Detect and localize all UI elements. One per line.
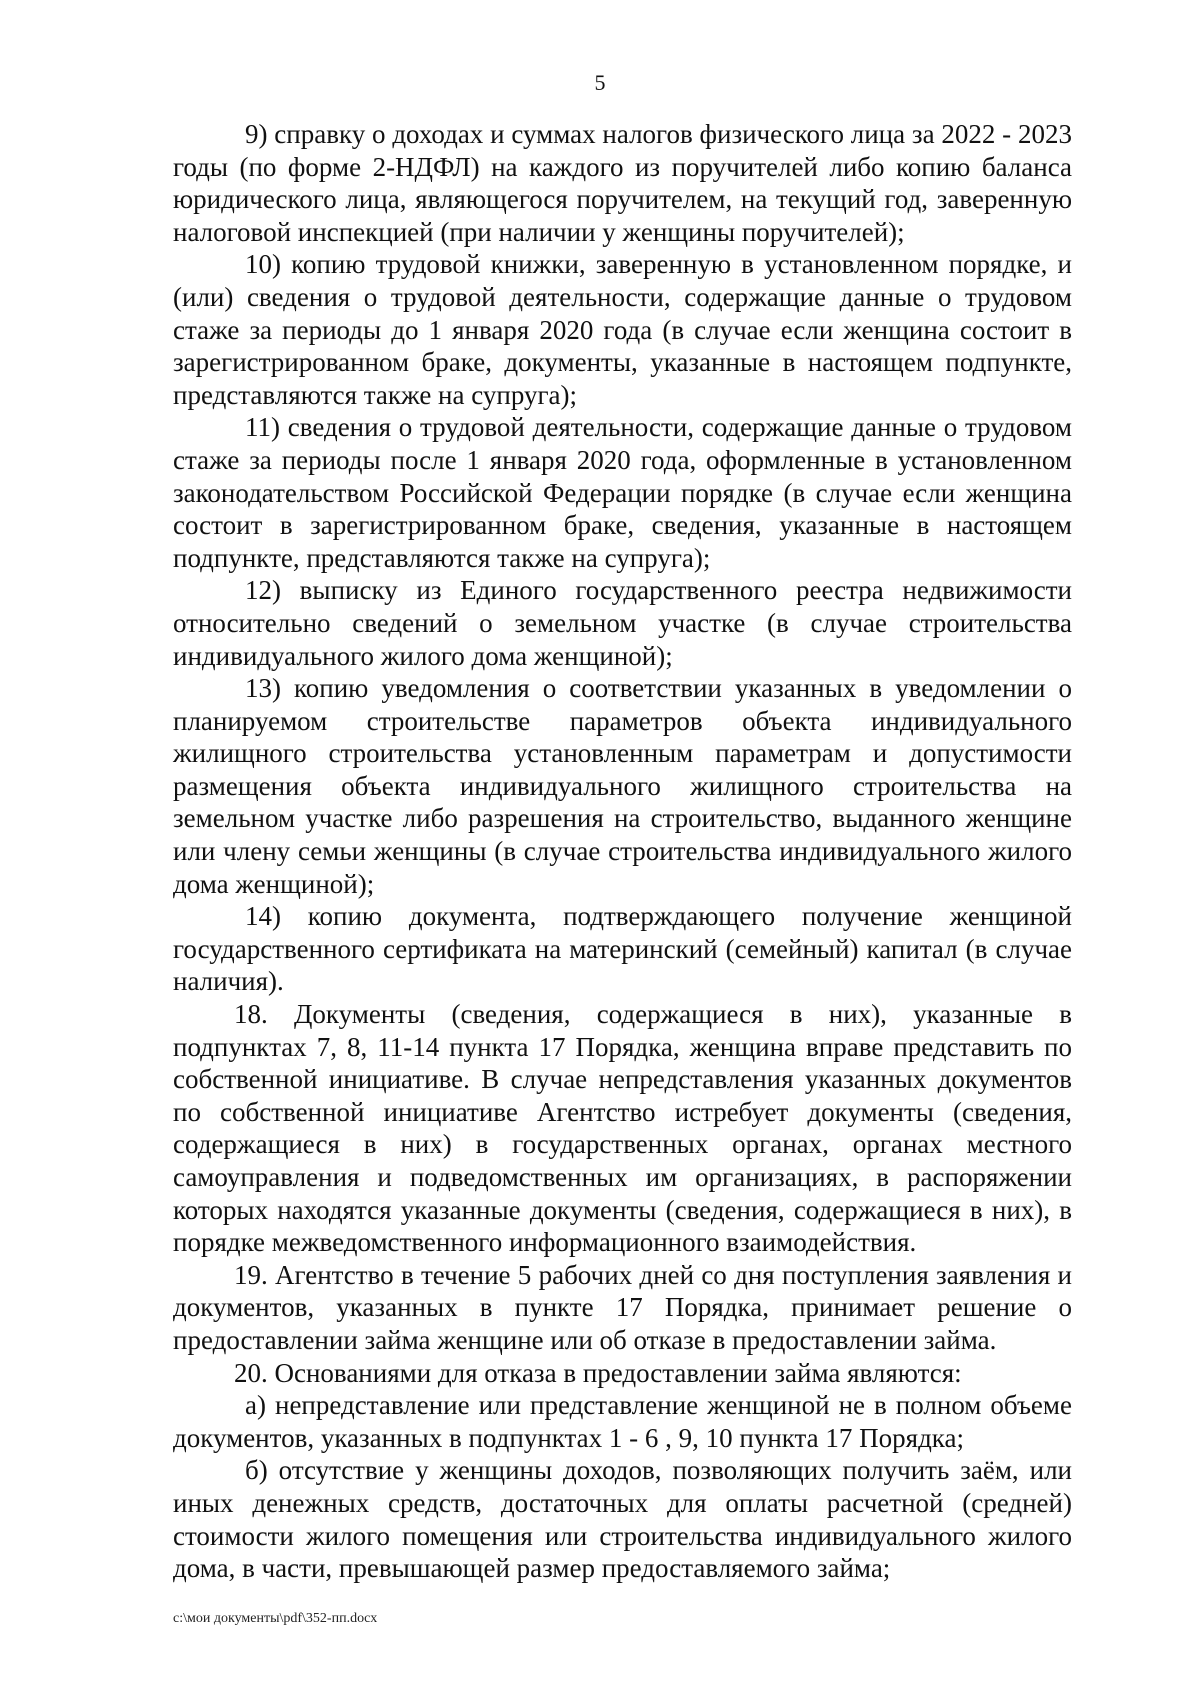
paragraph-clause-20: 20. Основаниями для отказа в предоставлении займа являются:: [234, 1357, 962, 1388]
paragraph-clause-18: 18. Документы (сведения, содержащиеся в них), указанные в подпунктах 7, 8, 11-14 пункта 17 Порядка, женщина вправе представить по собственной инициативе. В случае непредставления указанных документов по собственной инициативе Агентство истребует документы (сведения, содержащиеся в них) в государственных органах, органах местного самоуправления и подведомственных им организациях, в распоряжении которых находятся указанные документы (сведения, содержащиеся в них), в порядке межведомственного информационного взаимодействия.: [173, 999, 1072, 1258]
paragraph-subitem-b: б) отсутствие у женщины доходов, позволяющих получить заём, или иных денежных средств, достаточных для оплаты расчетной (средней) стоимости жилого помещения или строительства индивидуального жилого дома, в части, превышающей размер предоставляемого займа;: [173, 1455, 1072, 1584]
paragraph-clause-19: 19. Агентство в течение 5 рабочих дней со дня поступления заявления и документов, указанных в пункте 17 Порядка, принимает решение о предоставлении займа женщине или об отказе в предоставлении займа.: [173, 1259, 1072, 1355]
paragraph-subitem-10: 10) копию трудовой книжки, заверенную в установленном порядке, и (или) сведения о трудовой деятельности, содержащие данные о трудовом стаже за периоды до 1 января 2020 года (в случае если женщина состоит в зарегистрированном браке, документы, указанные в настоящем подпункте, представляются также на супруга);: [173, 249, 1072, 410]
document-body: [173, 118, 1072, 1585]
paragraph-subitem-12: 12) выписку из Единого государственного реестра недвижимости относительно сведений о земельном участке (в случае строительства индивидуального жилого дома женщиной);: [173, 575, 1072, 671]
paragraph-subitem-11: 11) сведения о трудовой деятельности, содержащие данные о трудовом стаже за периоды после 1 января 2020 года, оформленные в установленном законодательством Российской Федерации порядке (в случае если женщина состоит в зарегистрированном браке, сведения, указанные в настоящем подпункте, представляются также на супруга);: [173, 412, 1072, 573]
footer-file-path: c:\мои документы\pdf\352-пп.docx: [173, 1611, 378, 1626]
paragraph-subitem-9: 9) справку о доходах и суммах налогов физического лица за 2022 - 2023 годы (по форме 2-НДФЛ) на каждого из поручителей либо копию баланса юридического лица, являющегося поручителем, на текущий год, заверенную налоговой инспекцией (при наличии у женщины поручителей);: [173, 119, 1072, 247]
page-number: 5: [594, 70, 606, 95]
paragraph-subitem-13: 13) копию уведомления о соответствии указанных в уведомлении о планируемом строительстве параметров объекта индивидуального жилищного строительства установленным параметрам и допустимости размещения объекта индивидуального жилищного строительства на земельном участке либо разрешения на строительство, выданного женщине или члену семьи женщины (в случае строительства индивидуального жилого дома женщиной);: [173, 673, 1072, 899]
paragraph-subitem-14: 14) копию документа, подтверждающего получение женщиной государственного сертификата на материнский (семейный) капитал (в случае наличия).: [173, 901, 1072, 997]
paragraph-subitem-a: а) непредставление или представление женщиной не в полном объеме документов, указанных в подпунктах 1 - 6 , 9, 10 пункта 17 Порядка;: [173, 1390, 1072, 1453]
